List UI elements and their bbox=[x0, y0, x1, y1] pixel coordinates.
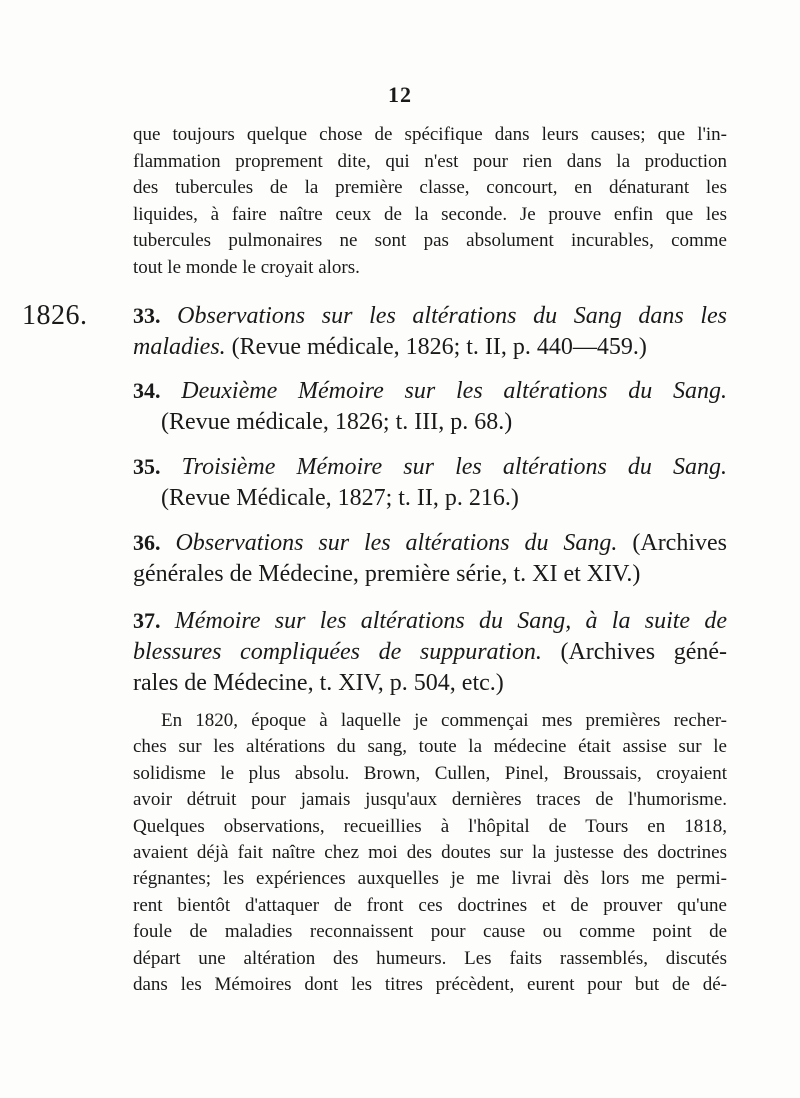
entry-reference: générales de Médecine, première série, t. XI et XIV.) bbox=[133, 561, 641, 587]
year-marker: 1826. bbox=[22, 300, 88, 331]
text-line: avaient déjà fait naître chez moi des doutes sur la justesse des doctrines bbox=[133, 842, 727, 864]
opening-paragraph bbox=[133, 122, 727, 281]
text-line: tout le monde le croyait alors. bbox=[133, 256, 360, 278]
text-line: départ une altération des humeurs. Les faits rassemblés, discutés bbox=[133, 947, 727, 969]
text-line: dans les Mémoires dont les titres précèdent, eurent pour but de dé- bbox=[133, 974, 727, 996]
entry-reference: rales de Médecine, t. XIV, p. 504, etc.) bbox=[133, 670, 504, 696]
entry-title: Deuxième Mémoire sur les altérations du Sang. bbox=[181, 378, 727, 404]
text-line: foule de maladies reconnaissent pour cause ou comme point de bbox=[133, 921, 727, 943]
entry-number: 36. bbox=[133, 530, 161, 555]
entry-number: 33. bbox=[133, 303, 161, 328]
entry-title: blessures compliquées de suppuration. bbox=[133, 639, 542, 665]
text-line: avoir détruit pour jamais jusqu'aux dernières traces de l'humorisme. bbox=[133, 789, 727, 811]
text-line: rent bientôt d'attaquer de front ces doctrines et de prouver qu'une bbox=[133, 894, 727, 916]
text-line: En 1820, époque à laquelle je commençai mes premières recher- bbox=[161, 710, 727, 731]
entry-reference: (Archives géné- bbox=[541, 639, 727, 665]
text-line: des tubercules de la première classe, concourt, en dénaturant les bbox=[133, 177, 727, 198]
entry-title: Troisième Mémoire sur les altérations du Sang. bbox=[181, 454, 728, 480]
entry-title: Observations sur les altérations du Sang. bbox=[175, 530, 618, 556]
entry-reference: (Revue Médicale, 1827; t. II, p. 216.) bbox=[161, 485, 519, 511]
entry-reference: (Archives bbox=[617, 530, 727, 556]
text-line: que toujours quelque chose de spécifique dans leurs causes; que l'in- bbox=[133, 124, 727, 145]
bibliography-entry-34 bbox=[133, 375, 727, 438]
text-line: liquides, à faire naître ceux de la seconde. Je prouve enfin que les bbox=[133, 203, 727, 225]
text-line: régnantes; les expériences auxquelles je me livrai dès lors me permi- bbox=[133, 868, 727, 890]
entry-number: 37. bbox=[133, 608, 161, 633]
entry-number: 34. bbox=[133, 378, 161, 403]
entry-title: Observations sur les altérations du Sang dans les bbox=[177, 303, 728, 329]
page-number: 12 bbox=[388, 82, 412, 107]
entry-number: 35. bbox=[133, 454, 161, 479]
text-line: flammation proprement dite, qui n'est pour rien dans la production bbox=[133, 150, 727, 172]
bibliography-entry-35 bbox=[133, 451, 727, 514]
bibliography-entry-36 bbox=[133, 527, 727, 590]
text-line: Quelques observations, recueillies à l'hôpital de Tours en 1818, bbox=[133, 815, 727, 837]
entry-title: maladies. bbox=[133, 334, 226, 360]
closing-paragraph bbox=[133, 708, 727, 998]
entry-reference: (Revue médicale, 1826; t. III, p. 68.) bbox=[161, 409, 513, 435]
entry-reference: (Revue médicale, 1826; t. II, p. 440—459.) bbox=[225, 334, 647, 360]
text-line: solidisme le plus absolu. Brown, Cullen, Pinel, Broussais, croyaient bbox=[133, 762, 727, 784]
bibliography-entry-37 bbox=[133, 605, 727, 699]
bibliography-entry-33 bbox=[133, 300, 727, 363]
entry-title: Mémoire sur les altérations du Sang, à la suite de bbox=[174, 608, 727, 634]
text-line: tubercules pulmonaires ne sont pas absolument incurables, comme bbox=[133, 230, 727, 251]
text-line: ches sur les altérations du sang, toute la médecine était assise sur le bbox=[133, 736, 727, 758]
